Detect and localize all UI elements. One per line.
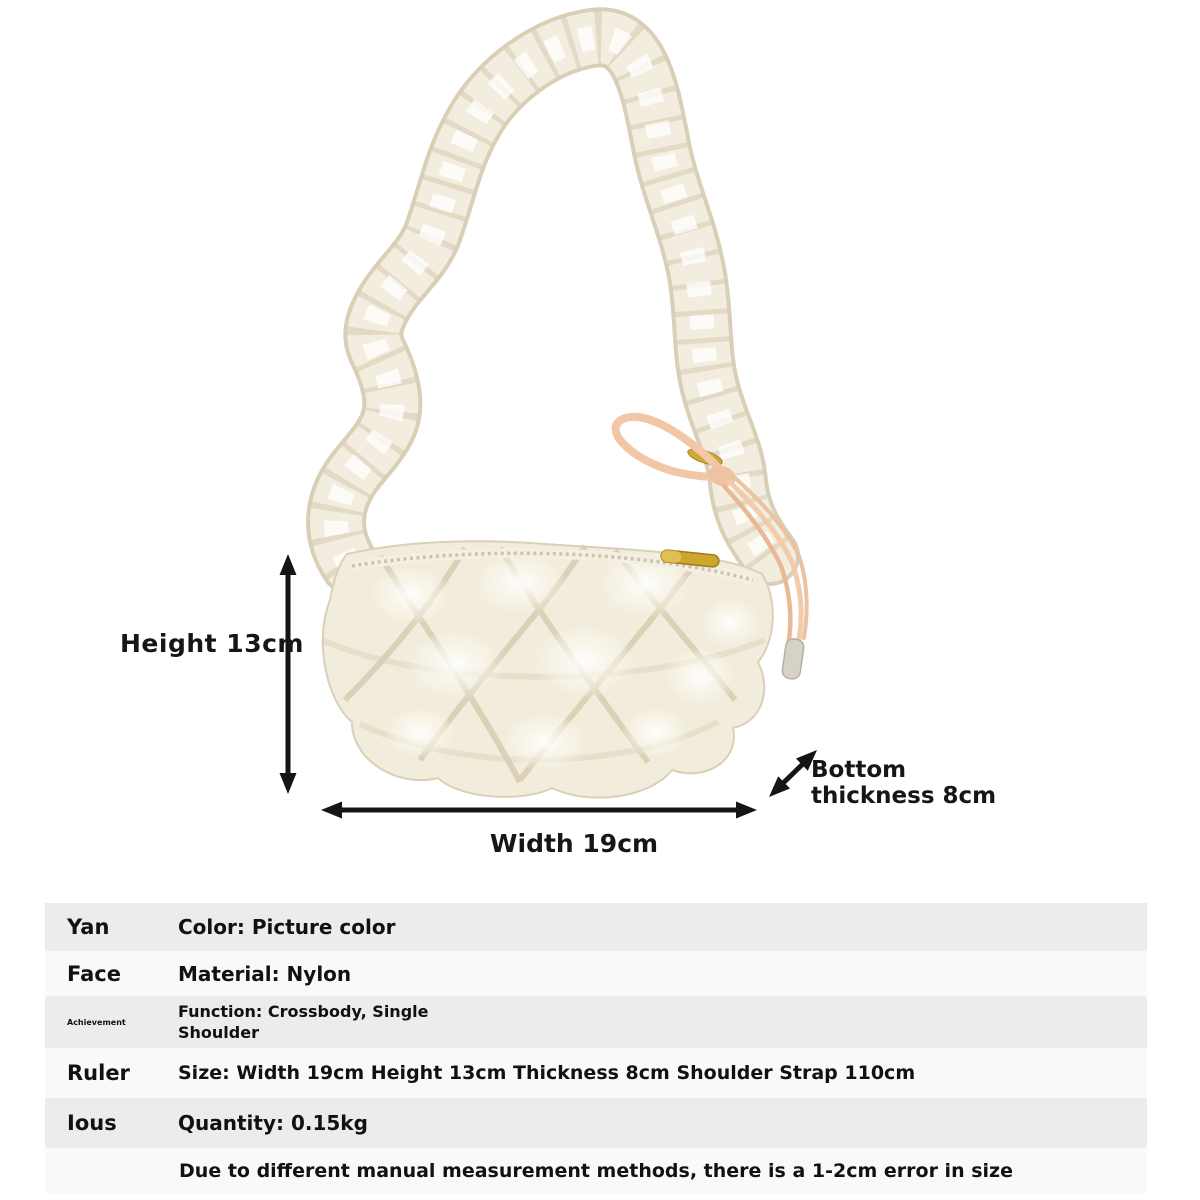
bottom-thickness-line1: Bottom <box>811 757 907 783</box>
puff-highlight <box>384 709 456 761</box>
puff-highlight <box>501 715 589 775</box>
bottom-thickness-line2: thickness 8cm <box>811 783 997 809</box>
height-arrow <box>280 554 297 794</box>
spec-value-function: Function: Crossbody, Single Shoulder <box>178 1002 429 1042</box>
puff-highlight <box>405 632 505 704</box>
spec-table <box>45 903 1147 1193</box>
arrowhead-icon <box>280 554 297 575</box>
spec-label-material: Face <box>67 961 121 986</box>
bottom-thickness-label <box>811 757 996 809</box>
spec-label-function: Achievement <box>67 1017 126 1027</box>
bag-body <box>322 541 773 797</box>
puff-highlight <box>664 650 736 710</box>
spec-value-material: Material: Nylon <box>178 961 352 986</box>
bag-strap <box>336 37 770 565</box>
tassel-aglet <box>781 638 804 680</box>
puff-highlight <box>533 627 637 703</box>
spec-row-weight <box>45 1098 1147 1148</box>
spec-row-material <box>45 951 1147 996</box>
spec-value-weight: Quantity: 0.15kg <box>178 1111 368 1135</box>
puff-highlight <box>621 709 689 761</box>
spec-row-function <box>45 996 1147 1048</box>
spec-label-color: Yan <box>67 915 110 939</box>
spec-value-size: Size: Width 19cm Height 13cm Thickness 8cm Shoulder Strap 110cm <box>178 1062 916 1084</box>
spec-label-weight: Ious <box>67 1111 117 1135</box>
puff-highlight <box>368 568 452 628</box>
width-dimension-label: Width 19cm <box>489 829 659 858</box>
spec-row-color <box>45 903 1147 951</box>
height-dimension-label: Height 13cm <box>120 629 304 658</box>
spec-row-size <box>45 1048 1147 1098</box>
arrowhead-icon <box>321 802 342 819</box>
puff-highlight <box>700 599 760 651</box>
puff-highlight <box>472 554 568 618</box>
arrowhead-icon <box>736 802 757 819</box>
spec-label-size: Ruler <box>67 1061 130 1085</box>
spec-value-color: Color: Picture color <box>178 915 396 939</box>
arrowhead-icon <box>280 773 297 794</box>
width-arrow <box>321 802 757 819</box>
measurement-disclaimer: Due to different manual measurement methods, there is a 1-2cm error in size <box>45 1148 1147 1193</box>
bag-strap-base <box>336 37 770 565</box>
